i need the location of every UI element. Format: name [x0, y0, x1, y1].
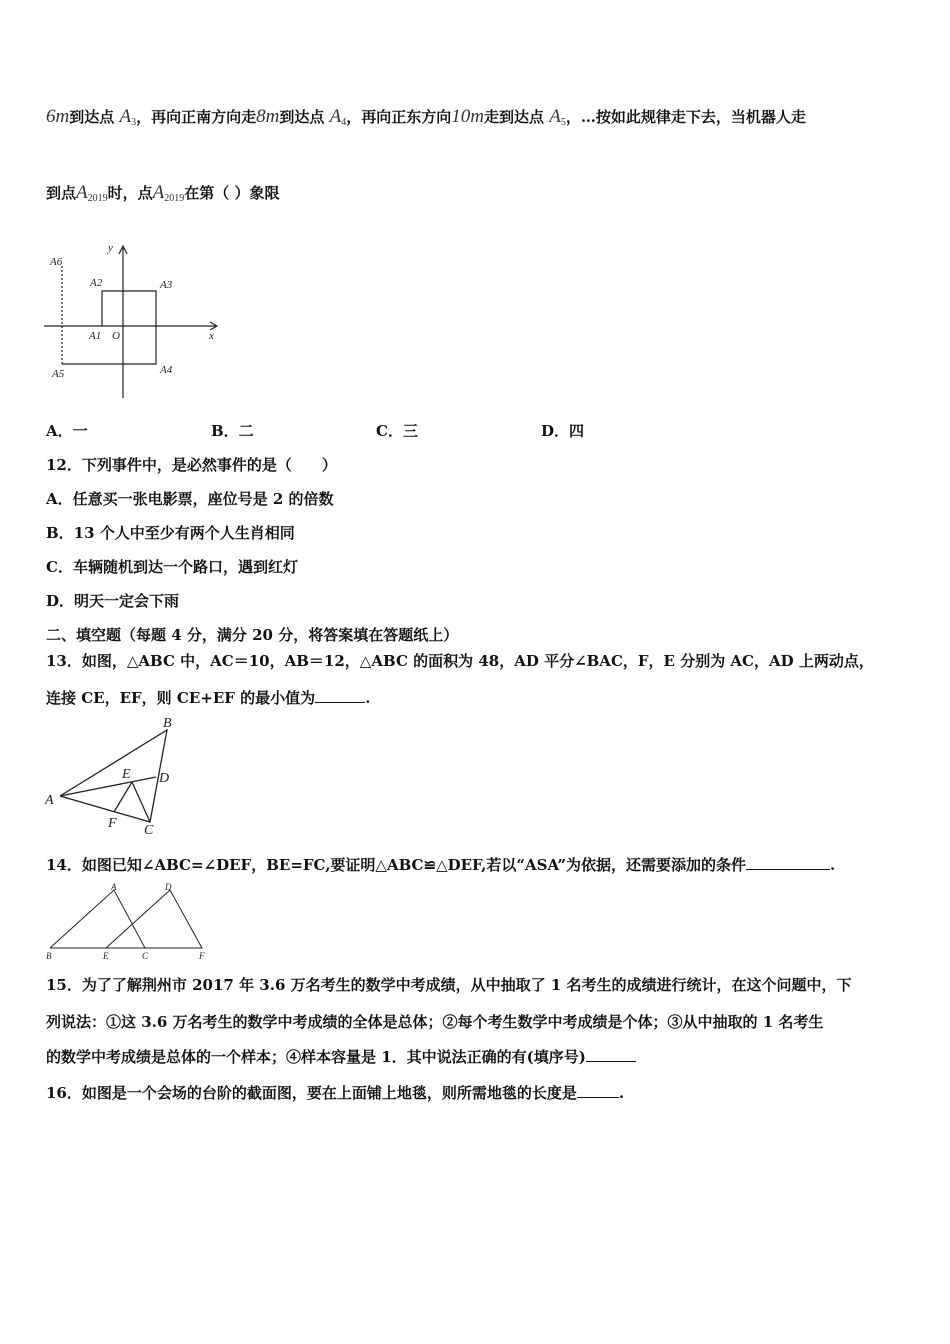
point-A2019: $A_{2019}$: [76, 182, 108, 204]
label-C: C: [142, 951, 149, 961]
label-A: A: [111, 882, 117, 892]
q16-answer-blank[interactable]: [577, 1083, 619, 1098]
q11-option-b: B．二: [211, 422, 254, 440]
label-B: B: [163, 716, 172, 731]
point-A3: $A_3$: [119, 106, 137, 128]
label-E: E: [103, 951, 109, 961]
label-B: B: [46, 951, 52, 961]
q12-stem: 12．下列事件中，是必然事件的是（ ）: [46, 456, 337, 474]
q15-answer-blank[interactable]: [586, 1047, 636, 1062]
label-A4: A4: [160, 364, 173, 376]
label-D: D: [159, 771, 170, 786]
point-A2019-b: $A_{2019}$: [152, 182, 185, 204]
q13-line-1: 13．如图，△ABC 中，AC＝10，AB＝12，△ABC 的面积为 48，AD 平分∠BAC，F，E 分别为 AC，AD 上两动点，: [46, 652, 874, 670]
label-F: F: [108, 816, 117, 831]
q11-line-2: 到点$A_{2019}$时，点$A_{2019}$在第（ ）象限: [46, 182, 280, 204]
q14-figure: [42, 880, 212, 962]
label-A5: A5: [52, 368, 65, 380]
robot-path: [62, 291, 156, 364]
label-A3: A3: [160, 279, 173, 291]
math-10m: 10m: [451, 106, 484, 127]
q15-line-2: 列说法：①这 3.6 万名考生的数学中考成绩的全体是总体；②每个考生数学中考成绩是个体；③从中抽取的 1 名考生: [46, 1013, 824, 1031]
math-6m: 6m: [46, 106, 70, 127]
q11-line-1: 6m到达点 $A_3$，再向正南方向走8m到达点 $A_4$，再向正东方向10m走到达点 $A_5$，…按如此规律走下去，当机器人走: [46, 106, 806, 128]
triangle-def: [106, 890, 202, 948]
point-A5: $A_5$: [549, 106, 566, 128]
label-C: C: [144, 823, 154, 836]
q12-option-d: D．明天一定会下雨: [46, 592, 180, 610]
label-D: D: [165, 882, 172, 892]
q11-option-c: C．三: [376, 422, 418, 440]
label-O: O: [112, 330, 120, 342]
label-A2: A2: [90, 277, 103, 289]
triangle-abc: [60, 730, 170, 822]
segment-EC: [132, 782, 150, 822]
q12-option-a: A．任意买一张电影票，座位号是 2 的倍数: [46, 490, 334, 508]
q13-figure: [42, 714, 177, 836]
label-A6: A6: [50, 256, 63, 268]
label-E: E: [122, 767, 131, 782]
label-A1: A1: [89, 330, 102, 342]
q14-text: 14．如图已知∠ABC=∠DEF，BE=FC,要证明△ABC≌△DEF,若以“ASA”为依据，还需要添加的条件 .: [46, 856, 836, 874]
q11-figure: [40, 238, 230, 403]
q13-answer-blank[interactable]: [315, 688, 365, 703]
point-A4: $A_4$: [329, 106, 347, 128]
label-x: x: [209, 330, 214, 342]
triangle-abc: [50, 890, 145, 948]
q15-line-3: 的数学中考成绩是总体的一个样本；④样本容量是 1．其中说法正确的有(填序号): [46, 1046, 636, 1067]
label-F: F: [199, 951, 205, 961]
label-y: y: [108, 242, 113, 254]
q15-line-1: 15．为了了解荆州市 2017 年 3.6 万名考生的数学中考成绩，从中抽取了 1 名考生的成绩进行统计，在这个问题中，下: [46, 976, 852, 994]
q11-option-a: A．一: [46, 422, 88, 440]
label-A: A: [45, 793, 54, 808]
q14-answer-blank[interactable]: [746, 855, 830, 870]
q12-option-c: C．车辆随机到达一个路口，遇到红灯: [46, 558, 298, 576]
segment-EF: [114, 782, 132, 812]
q12-option-b: B．13 个人中至少有两个人生肖相同: [46, 524, 295, 542]
q11-option-d: D．四: [541, 422, 585, 440]
math-8m: 8m: [256, 106, 280, 127]
q16-text: 16．如图是一个会场的台阶的截面图，要在上面铺上地毯，则所需地毯的长度是 .: [46, 1084, 625, 1102]
q13-line-2: 连接 CE，EF，则 CE+EF 的最小值为 .: [46, 689, 371, 707]
section-2-heading: 二、填空题（每题 4 分，满分 20 分，将答案填在答题纸上）: [46, 626, 459, 644]
